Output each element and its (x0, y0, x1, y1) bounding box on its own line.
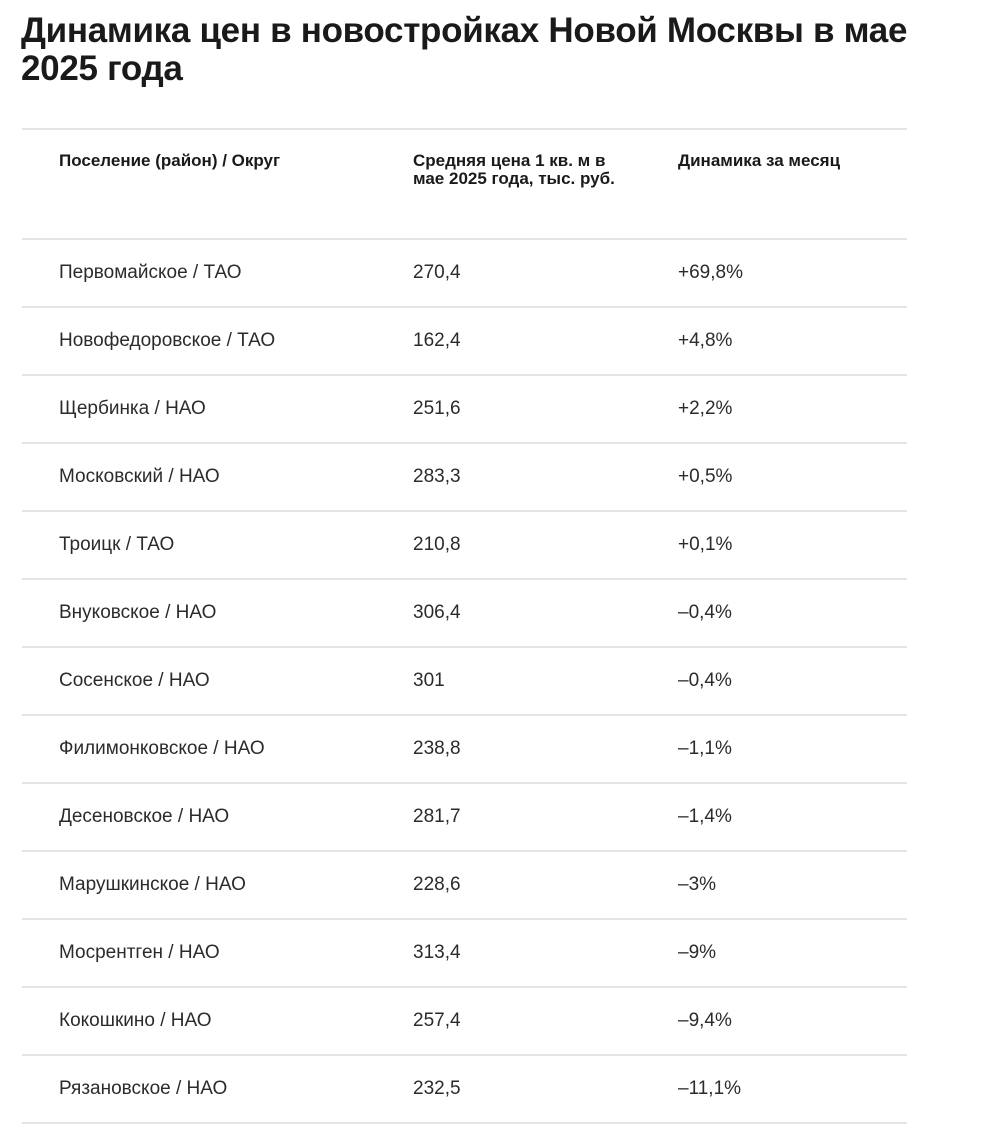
table-row (22, 376, 907, 444)
change-cell: –0,4% (678, 602, 732, 623)
header-monthly-change: Динамика за месяц (678, 151, 841, 170)
price-cell: 232,5 (413, 1078, 461, 1099)
price-cell: 270,4 (413, 262, 461, 283)
settlement-cell: Внуковское / НАО (59, 602, 217, 623)
change-cell: –1,4% (678, 806, 732, 827)
header-settlement: Поселение (район) / Округ (59, 151, 281, 170)
price-cell: 301 (413, 670, 445, 691)
change-cell: +4,8% (678, 330, 733, 351)
table-row (22, 580, 907, 648)
settlement-cell: Филимонковское / НАО (59, 738, 265, 759)
settlement-cell: Десеновское / НАО (59, 806, 230, 827)
change-cell: +0,5% (678, 466, 733, 487)
price-cell: 238,8 (413, 738, 461, 759)
page-title: Динамика цен в новостройках Новой Москвы в мае 2025 года (21, 11, 908, 88)
price-cell: 251,6 (413, 398, 461, 419)
table-row (22, 240, 907, 308)
price-cell: 228,6 (413, 874, 461, 895)
table-row (22, 920, 907, 988)
price-cell: 283,3 (413, 466, 461, 487)
table-row (22, 852, 907, 920)
table-row (22, 648, 907, 716)
change-cell: –11,1% (678, 1078, 742, 1099)
change-cell: +69,8% (678, 262, 743, 283)
settlement-cell: Щербинка / НАО (59, 398, 206, 419)
price-cell: 257,4 (413, 1010, 461, 1031)
change-cell: –1,1% (678, 738, 732, 759)
price-cell: 210,8 (413, 534, 461, 555)
header-avg-price: Средняя цена 1 кв. м в мае 2025 года, тыс. руб. (413, 151, 615, 188)
price-cell: 162,4 (413, 330, 461, 351)
table-row (22, 988, 907, 1056)
settlement-cell: Рязановское / НАО (59, 1078, 228, 1099)
settlement-cell: Московский / НАО (59, 466, 220, 487)
settlement-cell: Марушкинское / НАО (59, 874, 246, 895)
change-cell: –9% (678, 942, 717, 963)
change-cell: +0,1% (678, 534, 733, 555)
table-row (22, 716, 907, 784)
change-cell: –9,4% (678, 1010, 732, 1031)
price-cell: 281,7 (413, 806, 461, 827)
table-row (22, 444, 907, 512)
price-cell: 306,4 (413, 602, 461, 623)
settlement-cell: Кокошкино / НАО (59, 1010, 212, 1031)
table-row (22, 308, 907, 376)
settlement-cell: Сосенское / НАО (59, 670, 210, 691)
change-cell: –3% (678, 874, 717, 895)
price-cell: 313,4 (413, 942, 461, 963)
table-header (22, 130, 907, 240)
price-table (22, 128, 907, 1124)
settlement-cell: Мосрентген / НАО (59, 942, 220, 963)
change-cell: +2,2% (678, 398, 733, 419)
settlement-cell: Троицк / ТАО (59, 534, 175, 555)
change-cell: –0,4% (678, 670, 732, 691)
table-row (22, 784, 907, 852)
table-row (22, 512, 907, 580)
table-row (22, 1056, 907, 1124)
settlement-cell: Первомайское / ТАО (59, 262, 242, 283)
settlement-cell: Новофедоровское / ТАО (59, 330, 276, 351)
